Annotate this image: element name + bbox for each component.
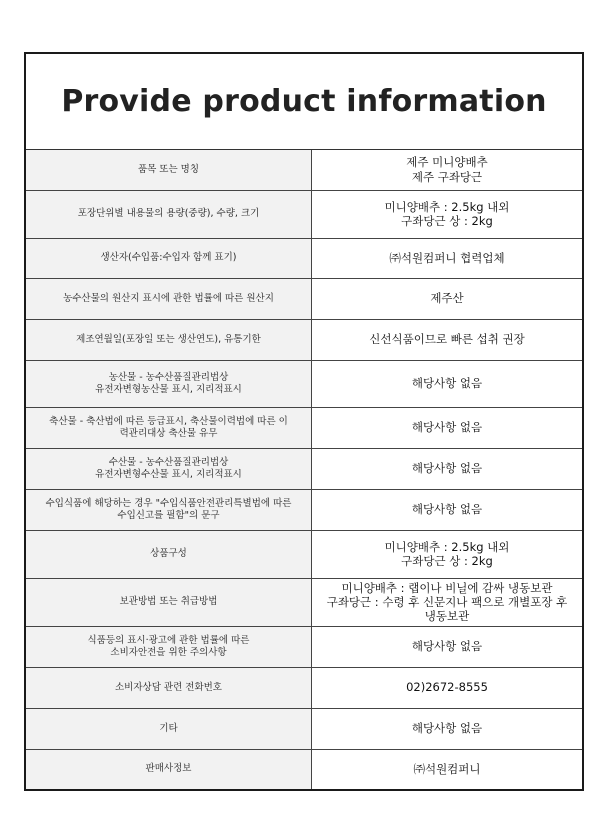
info-row-package-capacity xyxy=(26,190,582,238)
row-label xyxy=(26,626,312,667)
row-label xyxy=(26,190,312,238)
row-label-line: 품목 또는 명칭 xyxy=(137,163,200,175)
row-value xyxy=(312,278,583,319)
row-label xyxy=(26,749,312,789)
row-value-line: 해당사항 없음 xyxy=(411,420,483,435)
row-label xyxy=(26,578,312,626)
row-value xyxy=(312,407,583,448)
row-label-line: 식품등의 표시·광고에 관한 법률에 따른 xyxy=(87,634,250,646)
row-label-line: 유전자변형농산물 표시, 지리적표시 xyxy=(95,383,242,395)
row-value-line: 미니양배추 : 랩이나 비닐에 감싸 냉동보관 xyxy=(341,580,553,595)
info-row-fishery xyxy=(26,448,582,489)
row-label xyxy=(26,238,312,278)
page-title: Provide product information xyxy=(61,84,547,119)
row-label-line: 수산물 - 농수산품질관리법상 xyxy=(108,456,229,468)
row-value-line: 구좌당근 : 수령 후 신문지나 팩으로 개별포장 후 xyxy=(326,594,568,609)
info-row-livestock xyxy=(26,407,582,448)
product-info-table xyxy=(26,150,582,789)
row-value-line: 구좌당근 상 : 2kg xyxy=(401,214,493,228)
row-value xyxy=(312,448,583,489)
row-value-line: 미니양배추 : 2.5kg 내외 xyxy=(384,199,510,214)
row-value-line: 제주산 xyxy=(430,291,464,306)
row-value-line: ㈜석원컴퍼니 협력업체 xyxy=(389,250,505,265)
row-label xyxy=(26,360,312,407)
row-label-line: 제조연월일(포장일 또는 생산연도), 유통기한 xyxy=(76,333,261,345)
row-label-line: 보관방법 또는 취급방법 xyxy=(119,596,218,608)
row-value xyxy=(312,626,583,667)
info-row-origin xyxy=(26,278,582,319)
row-value-line: 02)2672-8555 xyxy=(406,680,488,695)
info-row-item-name xyxy=(26,150,582,190)
row-label-line: 소비자상담 관련 전화번호 xyxy=(115,681,222,693)
row-value xyxy=(312,150,583,190)
info-row-manufacture-date xyxy=(26,319,582,360)
info-row-contact-phone xyxy=(26,667,582,708)
row-value-line: 해당사항 없음 xyxy=(411,376,483,391)
row-value xyxy=(312,360,583,407)
row-value xyxy=(312,530,583,578)
row-label xyxy=(26,278,312,319)
title-banner xyxy=(26,54,582,150)
row-label-line: 유전자변형수산물 표시, 지리적표시 xyxy=(95,468,242,480)
row-label-line: 농수산물의 원산지 표시에 관한 법률에 따른 원산지 xyxy=(63,292,274,304)
row-value xyxy=(312,238,583,278)
row-label-line: 상품구성 xyxy=(150,548,187,560)
info-row-storage-method xyxy=(26,578,582,626)
info-row-etc xyxy=(26,708,582,749)
row-label xyxy=(26,489,312,530)
row-value-line: 해당사항 없음 xyxy=(411,721,483,736)
info-row-agricultural xyxy=(26,360,582,407)
info-row-import-notice xyxy=(26,489,582,530)
row-label-line: 포장단위별 내용물의 용량(중량), 수량, 크기 xyxy=(77,208,260,220)
row-label-line: 농산물 - 농수산품질관리법상 xyxy=(108,371,229,383)
row-value-line: 미니양배추 : 2.5kg 내외 xyxy=(384,539,510,554)
row-value-line: 해당사항 없음 xyxy=(411,502,483,517)
row-value xyxy=(312,667,583,708)
row-value xyxy=(312,489,583,530)
row-label xyxy=(26,150,312,190)
info-row-safety-notice xyxy=(26,626,582,667)
row-label xyxy=(26,667,312,708)
row-value-line: 해당사항 없음 xyxy=(411,639,483,654)
row-label xyxy=(26,708,312,749)
info-row-composition xyxy=(26,530,582,578)
product-info-sheet xyxy=(24,52,584,791)
row-value xyxy=(312,578,583,626)
row-label xyxy=(26,530,312,578)
row-value xyxy=(312,190,583,238)
row-label-line: 판매사정보 xyxy=(145,763,192,775)
row-label-line: 력관리대상 축산물 유무 xyxy=(119,427,218,439)
row-value-line: 제주 미니양배추 xyxy=(406,155,488,170)
row-label-line: 기타 xyxy=(159,722,178,734)
row-value-line: 해당사항 없음 xyxy=(411,461,483,476)
info-row-seller-info xyxy=(26,749,582,789)
row-value-line: 신선식품이므로 빠른 섭취 권장 xyxy=(369,332,525,347)
row-label xyxy=(26,448,312,489)
row-label-line: 축산물 - 축산법에 따른 등급표시, 축산물이력법에 따른 이 xyxy=(49,415,288,427)
row-value xyxy=(312,708,583,749)
row-value-line: 구좌당근 상 : 2kg xyxy=(401,554,493,568)
row-value xyxy=(312,749,583,789)
row-label-line: 생산자(수입품:수입자 함께 표기) xyxy=(100,252,237,264)
row-value xyxy=(312,319,583,360)
row-label-line: 수입신고를 필함"의 문구 xyxy=(117,509,220,521)
info-row-producer xyxy=(26,238,582,278)
row-value-line: 제주 구좌당근 xyxy=(411,169,483,184)
row-label-line: 수입식품에 해당하는 경우 "수입식품안전관리특별법에 따른 xyxy=(45,497,292,509)
row-label-line: 소비자안전을 위한 주의사항 xyxy=(110,646,227,658)
row-value-line: ㈜석원컴퍼니 xyxy=(413,762,481,777)
row-label xyxy=(26,407,312,448)
row-label xyxy=(26,319,312,360)
row-value-line: 냉동보관 xyxy=(424,609,470,624)
